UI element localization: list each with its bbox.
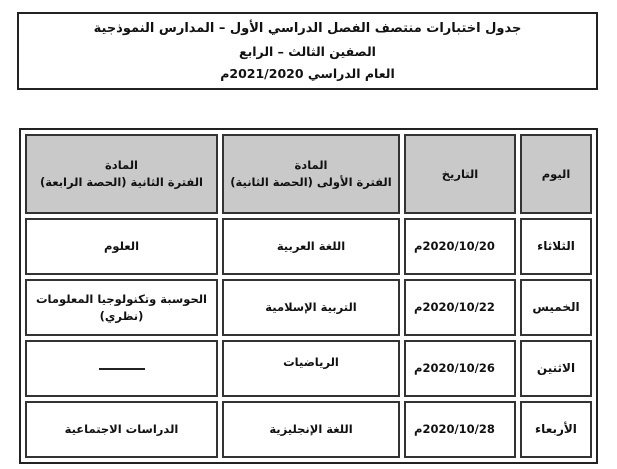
table-row bbox=[25, 340, 592, 397]
cell-day: الاثنين bbox=[520, 340, 592, 397]
cell-period2-note: (نظري) bbox=[99, 308, 144, 323]
header-period2 bbox=[25, 134, 218, 214]
empty-dash bbox=[99, 368, 145, 370]
cell-day: الثلاثاء bbox=[520, 218, 592, 275]
header-academic-year: العام الدراسي 2021/2020م bbox=[220, 66, 395, 81]
cell-period2-text: العلوم bbox=[103, 239, 140, 253]
header-period2-title: المادة bbox=[105, 158, 138, 172]
header-day: اليوم bbox=[520, 134, 592, 214]
header-grades: الصفين الثالث – الرابع bbox=[239, 44, 376, 59]
header-period1-title: المادة bbox=[294, 158, 328, 172]
header-period1-sub: الفترة الأولى (الحصة الثانية) bbox=[230, 175, 392, 189]
cell-period2 bbox=[25, 340, 218, 397]
cell-date: 2020/10/20م bbox=[404, 218, 516, 275]
cell-date: 2020/10/26م bbox=[404, 340, 516, 397]
cell-date: 2020/10/28م bbox=[404, 401, 516, 458]
cell-day: الأربعاء bbox=[520, 401, 592, 458]
header-period1 bbox=[222, 134, 400, 214]
cell-date: 2020/10/22م bbox=[404, 279, 516, 336]
cell-period2 bbox=[25, 218, 218, 275]
table-row bbox=[25, 279, 592, 336]
exam-schedule-table bbox=[19, 128, 598, 464]
header-period2-sub: الفترة الثانية (الحصة الرابعة) bbox=[40, 175, 203, 189]
document-header bbox=[17, 12, 598, 90]
cell-period2 bbox=[25, 279, 218, 336]
table-header-row bbox=[25, 134, 592, 214]
cell-period2-text: الحوسبة وتكنولوجيا المعلومات bbox=[36, 291, 207, 306]
table-row bbox=[25, 218, 592, 275]
cell-period1: التربية الإسلامية bbox=[222, 279, 400, 336]
header-title: جدول اختبارات منتصف الفصل الدراسي الأول – المدارس النموذجية bbox=[93, 21, 522, 36]
header-date: التاريخ bbox=[404, 134, 516, 214]
cell-period1: اللغة العربية bbox=[222, 218, 400, 275]
cell-day: الخميس bbox=[520, 279, 592, 336]
cell-period2 bbox=[25, 401, 218, 458]
cell-period1: الرياضيات bbox=[222, 340, 400, 397]
table-row bbox=[25, 401, 592, 458]
cell-period2-text: الدراسات الاجتماعية bbox=[64, 422, 179, 436]
cell-period1: اللغة الإنجليزية bbox=[222, 401, 400, 458]
